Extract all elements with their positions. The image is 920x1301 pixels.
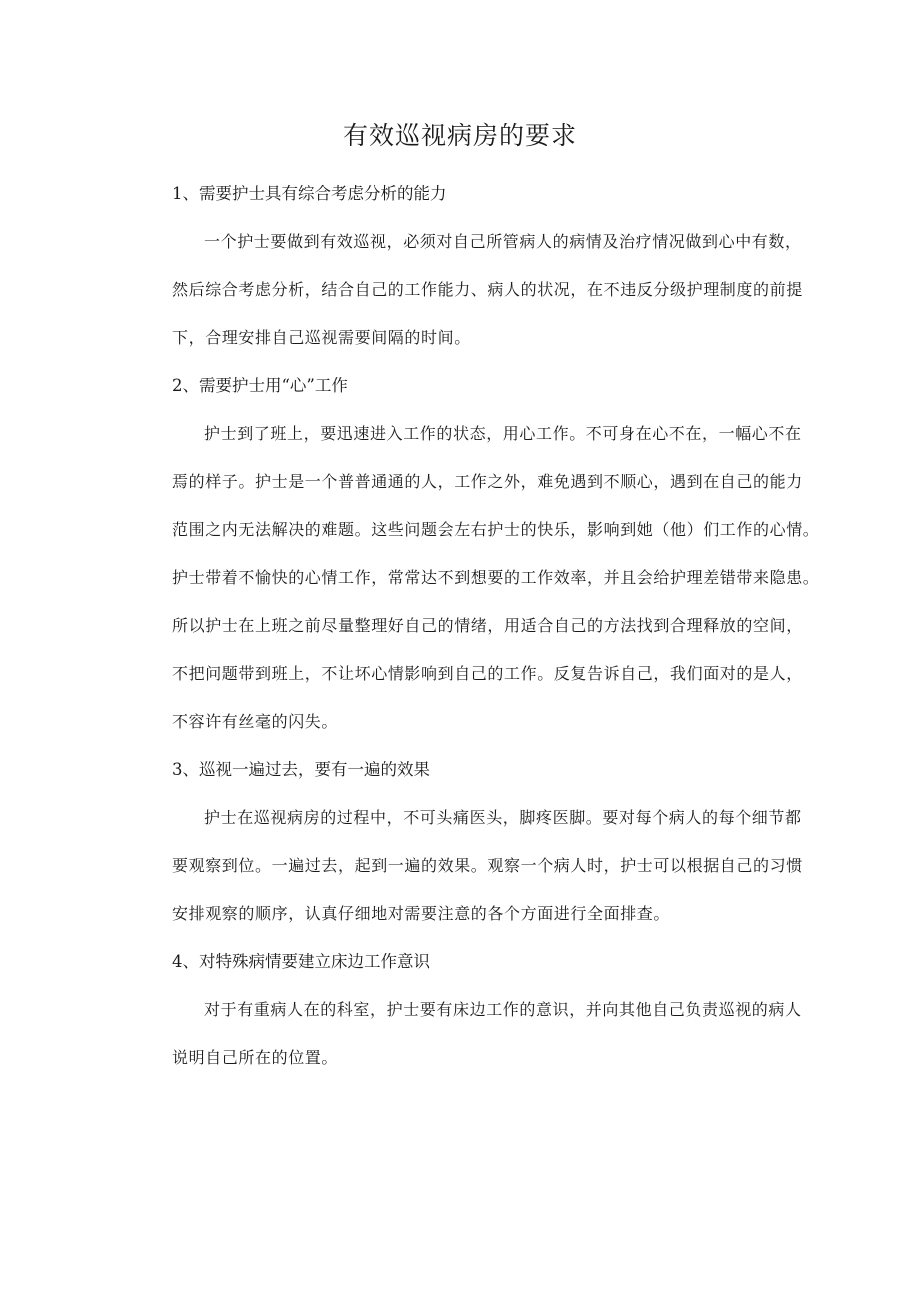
paragraph-line: 安排观察的顺序，认真仔细地对需要注意的各个方面进行全面排查。	[172, 904, 671, 923]
paragraph-line: 护士在巡视病房的过程中，不可头痛医头，脚疼医脚。要对每个病人的每个细节都	[204, 808, 802, 827]
paragraph	[140, 218, 803, 362]
section-heading: 4、对特殊病情要建立床边工作意识	[172, 952, 430, 971]
section-heading: 2、需要护士用“心”工作	[172, 376, 348, 395]
paragraph-line: 不把问题带到班上，不让坏心情影响到自己的工作。反复告诉自己，我们面对的是人，	[172, 664, 803, 683]
paragraph-line: 要观察到位。一遍过去，起到一遍的效果。观察一个病人时，护士可以根据自己的习惯	[172, 856, 803, 875]
paragraph-line: 护士到了班上，要迅速进入工作的状态，用心工作。不可身在心不在，一幅心不在	[204, 424, 802, 443]
paragraph-line: 然后综合考虑分析，结合自己的工作能力、病人的状况，在不违反分级护理制度的前提	[172, 280, 803, 299]
paragraph-line: 焉的样子。护士是一个普普通通的人，工作之外，难免遇到不顺心，遇到在自己的能力	[172, 472, 803, 491]
paragraph	[140, 794, 803, 938]
paragraph	[140, 410, 820, 746]
paragraph	[140, 986, 802, 1082]
document-body	[140, 170, 820, 1082]
paragraph-line: 下，合理安排自己巡视需要间隔的时间。	[172, 328, 471, 347]
section-1	[140, 170, 803, 362]
section-heading: 3、巡视一遍过去，要有一遍的效果	[172, 760, 430, 779]
paragraph-line: 说明自己所在的位置。	[172, 1048, 339, 1067]
paragraph-line: 一个护士要做到有效巡视，必须对自己所管病人的病情及治疗情况做到心中有数，	[204, 232, 802, 251]
section-2	[140, 362, 820, 746]
paragraph-line: 所以护士在上班之前尽量整理好自己的情绪，用适合自己的方法找到合理释放的空间，	[172, 616, 803, 635]
section-heading: 1、需要护士具有综合考虑分析的能力	[172, 184, 447, 203]
paragraph-line: 护士带着不愉快的心情工作，常常达不到想要的工作效率，并且会给护理差错带来隐患。	[172, 568, 820, 587]
paragraph-line: 不容许有丝毫的闪失。	[172, 712, 339, 731]
section-4	[140, 938, 802, 1082]
section-3	[140, 746, 803, 938]
paragraph-line: 范围之内无法解决的难题。这些问题会左右护士的快乐，影响到她（他）们工作的心情。	[172, 520, 820, 539]
document-title: 有效巡视病房的要求	[342, 121, 577, 150]
paragraph-line: 对于有重病人在的科室，护士要有床边工作的意识，并向其他自己负责巡视的病人	[204, 1000, 802, 1019]
